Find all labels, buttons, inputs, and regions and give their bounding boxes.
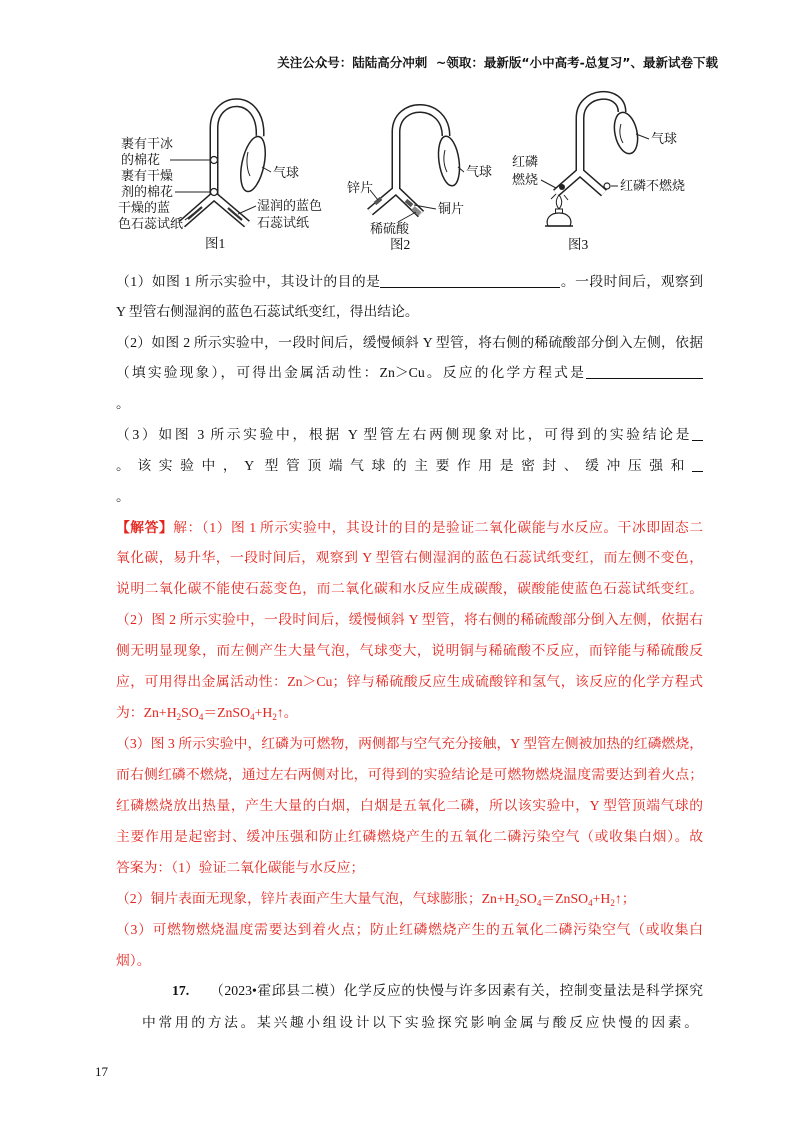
eq2-sub: 4 xyxy=(588,898,593,908)
fig1-caption: 图1 xyxy=(205,236,226,251)
answer-line-12: 答案为：（1）验证二氧化碳能与水反应； xyxy=(116,860,365,875)
fig1-dry-ice-cotton-marker xyxy=(211,157,218,164)
q3-line-1 xyxy=(116,423,703,447)
fig3-label-burning-1: 红磷 xyxy=(512,154,539,169)
answer-line-7-equation xyxy=(116,701,703,725)
q2-line-1: （2）如图 2 所示实验中，一段时间后，缓慢倾斜 Y 型管，将右侧的稀硫酸部分倒入左侧，依据 xyxy=(116,335,703,350)
fig1-leader-wet-paper xyxy=(238,206,256,214)
answer-line-3: 说明二氧化碳不能使石蕊变色，而二氧化碳和水反应生成碳酸，碳酸能使蓝色石蕊试纸变红。 xyxy=(116,581,703,596)
fig2-label-acid: 稀硫酸 xyxy=(370,221,410,236)
answer-line-2: 氧化碳，易升华，一段时间后，观察到 Y 型管右侧湿润的蓝色石蕊试纸变红，而左侧不变色， xyxy=(116,550,703,565)
fig1-label-dry-ice-2: 的棉花 xyxy=(121,152,161,167)
fig1-label-dry-paper-1: 干燥的蓝 xyxy=(118,200,171,215)
answer-line-13-equation xyxy=(116,887,703,911)
answer-line-6: 应，可用得出金属活动性：Zn＞Cu；锌与稀硫酸反应生成硫酸锌和氢气，该反应的化学方程式 xyxy=(116,674,703,689)
fig3-balloon xyxy=(611,110,641,156)
figure-2 xyxy=(347,108,492,252)
q1-line-1 xyxy=(116,270,703,294)
q1-text-before-blank: （1）如图 1 所示实验中，其设计的目的是 xyxy=(116,274,381,289)
fig3-lamp-body xyxy=(547,213,571,226)
fig1-label-balloon: 气球 xyxy=(273,165,300,180)
fig3-label-burning-2: 燃烧 xyxy=(512,172,539,187)
fig2-label-balloon: 气球 xyxy=(466,164,493,179)
fig3-label-balloon: 气球 xyxy=(651,131,678,146)
q3-answer-blank-1 xyxy=(692,427,703,441)
fig2-caption: 图2 xyxy=(390,237,411,252)
eq1-sub: 2 xyxy=(176,712,182,722)
answer-line-1-text: 解：（1）图 1 所示实验中，其设计的目的是验证二氧化碳能与水反应。干冰即固态二 xyxy=(173,520,703,535)
eq1-sub: 4 xyxy=(250,712,255,722)
eq1-part: +H xyxy=(254,705,273,720)
q1-answer-blank xyxy=(380,274,560,288)
answer-line-14: （3）可燃物燃烧温度需要达到着火点；防止红磷燃烧产生的五氧化二磷污染空气（或收集白 xyxy=(116,922,703,937)
answer-line-15: 烟）。 xyxy=(116,953,151,968)
fig2-label-zinc: 锌片 xyxy=(347,180,374,195)
fig1-balloon xyxy=(236,134,269,193)
eq1-sub: 2 xyxy=(272,712,277,722)
q2-answer-blank xyxy=(586,365,703,379)
fig2-label-copper: 铜片 xyxy=(438,201,465,216)
figure-3 xyxy=(512,95,685,252)
q1-line-2: Y 型管右侧湿润的蓝色石蕊试纸变红，得出结论。 xyxy=(116,304,419,319)
eq2-sub: 2 xyxy=(610,898,615,908)
q2-line-2 xyxy=(116,361,703,385)
eq2-part: ＝ZnSO xyxy=(541,891,589,906)
fig3-caption: 图3 xyxy=(568,237,589,252)
eq1-part: SO xyxy=(181,705,199,720)
answer-line-5: 侧无明显现象，而左侧产生大量气泡，气球变大，说明铜与稀硫酸不反应，而锌能与稀硫酸反 xyxy=(116,643,703,658)
q3-line-2 xyxy=(116,454,703,478)
q2-line-3: 。 xyxy=(116,396,130,411)
answer-line-10: 红磷燃烧放出热量，产生大量的白烟，白烟是五氧化二磷，所以该实验中，Y 型管顶端气球的 xyxy=(116,798,703,813)
q1-text-after-blank: 。一段时间后，观察到 xyxy=(560,274,703,289)
eq1-part: 为：Zn+H xyxy=(116,705,177,720)
eq2-part: ↑； xyxy=(614,891,636,906)
fig3-lamp-flame xyxy=(556,195,561,209)
q17-line-1: （2023•霍邱县二模）化学反应的快慢与许多因素有关，控制变量法是科学探究 xyxy=(210,983,703,998)
answer-line-4: （2）图 2 所示实验中，一段时间后，缓慢倾斜 Y 型管，将右侧的稀硫酸部分倒入左侧，依据右 xyxy=(116,612,703,627)
fig3-spark-1 xyxy=(551,194,556,199)
answer-line-11: 主要作用是起密封、缓冲压强和防止红磷燃烧产生的五氧化二磷污染空气（或收集白烟）。故 xyxy=(116,829,703,844)
experiment-figures xyxy=(0,0,800,260)
answer-line-9: 而右侧红磷不燃烧，通过左右两侧对比，可得到的实验结论是可燃物燃烧温度需要达到着火点； xyxy=(116,767,703,782)
eq2-part: SO xyxy=(519,891,537,906)
fig3-y-tube-inner xyxy=(556,95,622,193)
page-number: 17 xyxy=(95,1064,108,1079)
fig1-label-desiccant-1: 裹有干燥 xyxy=(121,168,174,183)
eq2-sub: 4 xyxy=(536,898,542,908)
q3-text-before-blank-1: （3）如图 3 所示实验中，根据 Y 型管左右两侧现象对比，可得到的实验结论是 xyxy=(116,427,692,442)
q3-answer-blank-2 xyxy=(692,458,703,472)
fig1-label-wet-paper-2: 石蕊试纸 xyxy=(257,215,310,230)
q2-text-before-blank: （填实验现象），可得出金属活动性：Zn＞Cu。反应的化学方程式是 xyxy=(116,365,586,380)
fig2-balloon xyxy=(436,135,463,187)
fig3-spark-3 xyxy=(564,195,568,200)
fig3-label-not-burning: 红磷不燃烧 xyxy=(620,178,686,193)
eq2-part: +H xyxy=(592,891,611,906)
fig1-label-dry-ice-1: 裹有干冰 xyxy=(121,136,174,151)
answer-label: 【解答】 xyxy=(116,520,174,535)
eq1-sub: 4 xyxy=(198,712,204,722)
eq1-part: ↑。 xyxy=(276,705,298,720)
header-notice: 关注公众号：陆陆高分冲刺 ~领取：最新版“小中高考-总复习”、最新试卷下载 xyxy=(277,55,718,70)
q3-text-before-blank-2: 。该实验中，Y 型管顶端气球的主要作用是密封、缓冲压强和 xyxy=(116,458,692,473)
fig1-desiccant-cotton-marker xyxy=(211,189,218,196)
fig3-unburnt-phosphorus xyxy=(604,183,610,189)
fig3-leader-burning xyxy=(541,180,556,188)
fig1-label-desiccant-2: 剂的棉花 xyxy=(121,184,174,199)
eq2-sub: 2 xyxy=(514,898,520,908)
fig3-burning-phosphorus xyxy=(559,184,565,190)
answer-line-8: （3）图 3 所示实验中，红磷为可燃物，两侧都与空气充分接触，Y 型管左侧被加热的红磷燃烧， xyxy=(116,736,703,751)
eq2-part: （2）铜片表面无现象，锌片表面产生大量气泡，气球膨胀；Zn+H xyxy=(116,891,515,906)
answer-line-1 xyxy=(116,516,703,540)
figure-1 xyxy=(118,103,322,251)
fig1-label-dry-paper-2: 色石蕊试纸 xyxy=(118,216,184,231)
q17-line-2: 中常用的方法。某兴趣小组设计以下实验探究影响金属与酸反应快慢的因素。 xyxy=(142,1015,698,1030)
q17-number: 17. xyxy=(172,983,190,998)
q3-line-3: 。 xyxy=(116,489,130,504)
fig1-label-wet-paper-1: 湿润的蓝色 xyxy=(257,198,323,213)
eq1-part: ＝ZnSO xyxy=(203,705,251,720)
